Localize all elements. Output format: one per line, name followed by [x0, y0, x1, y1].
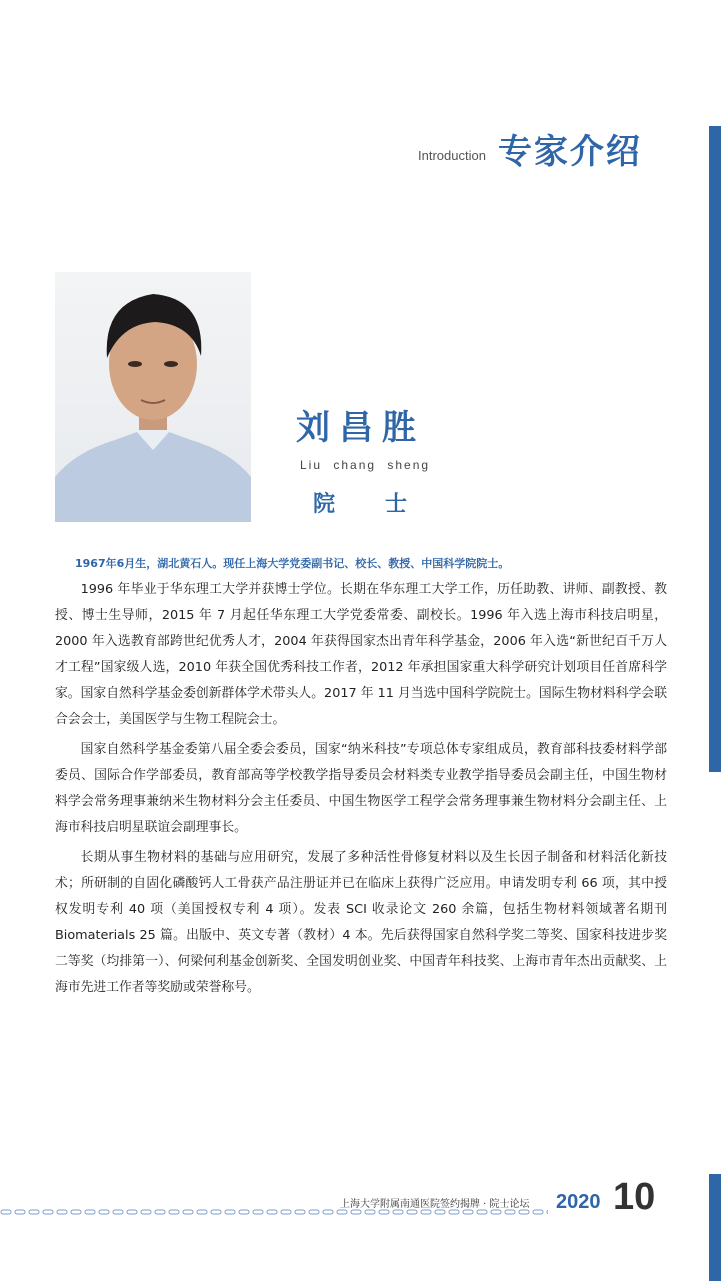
- person-title: 院士: [313, 491, 458, 517]
- section-title-en: Introduction: [418, 148, 486, 163]
- person-name-cn: 刘昌胜: [296, 408, 425, 448]
- bio-paragraph: 1996 年毕业于华东理工大学并获博士学位。长期在华东理工大学工作，历任助教、讲师、副教授、教授、博士生导师，2015 年 7 月起任华东理工大学党委常委、副校长。1996 年入选上海市科技启明星，2000 年入选教育部跨世纪优秀人才，2004 年获得国家杰出青年科学基金，2006 年入选“新世纪百千万人才工程”国家级人选，2010 年获全国优秀科技工作者，2012 年承担国家重大科学研究计划项目任首席科学家。国家自然科学基金委创新群体学术带头人。2017 年 11 月当选中国科学院院士。国际生物材料科学会联合会会士，美国医学与生物工程院会士。: [55, 582, 667, 727]
- side-accent-bar-bottom: [709, 1174, 721, 1281]
- page-number: 10: [613, 1176, 656, 1218]
- person-name-en: Liu chang sheng: [300, 458, 431, 472]
- profile-summary: 1967年6月生，湖北黄石人。现任上海大学党委副书记、校长、教授、中国科学院院士。: [75, 557, 510, 570]
- section-header: [418, 127, 642, 172]
- section-title-cn: 专家介绍: [497, 132, 642, 172]
- bio-paragraph: 国家自然科学基金委第八届全委会委员，国家“纳米科技”专项总体专家组成员，教育部科技委材料学部委员、国际合作学部委员，教育部高等学校教学指导委员会材料类专业教学指导委员会副主任，中国生物材料学会常务理事兼纳米生物材料分会主任委员、中国生物医学工程学会常务理事兼生物材料分会副主任、上海市科技启明星联谊会副理事长。: [55, 742, 667, 835]
- footer-year: 2020: [556, 1191, 601, 1213]
- side-accent-bar: [709, 126, 721, 772]
- portrait-photo: [55, 272, 251, 522]
- bio-paragraph: 长期从事生物材料的基础与应用研究，发展了多种活性骨修复材料以及生长因子制备和材料活化新技术；所研制的自固化磷酸钙人工骨获产品注册证并已在临床上获得广泛应用。申请发明专利 66 项，其中授权发明专利 40 项（美国授权专利 4 项）。发表 SCI 收录论文 260 余篇，包括生物材料领域著名期刊 Biomaterials 25 篇。出版中、英文专著（教材）4 本。先后获得国家自然科学奖二等奖、国家科技进步奖二等奖（均排第一）、何梁何利基金创新奖、全国发明创业奖、中国青年科技奖、上海市青年杰出贡献奖、上海市先进工作者等奖励或荣誉称号。: [55, 850, 667, 995]
- footer-title: 上海大学附属南通医院签约揭牌 · 院士论坛: [340, 1199, 530, 1210]
- biography-text: [55, 577, 667, 1005]
